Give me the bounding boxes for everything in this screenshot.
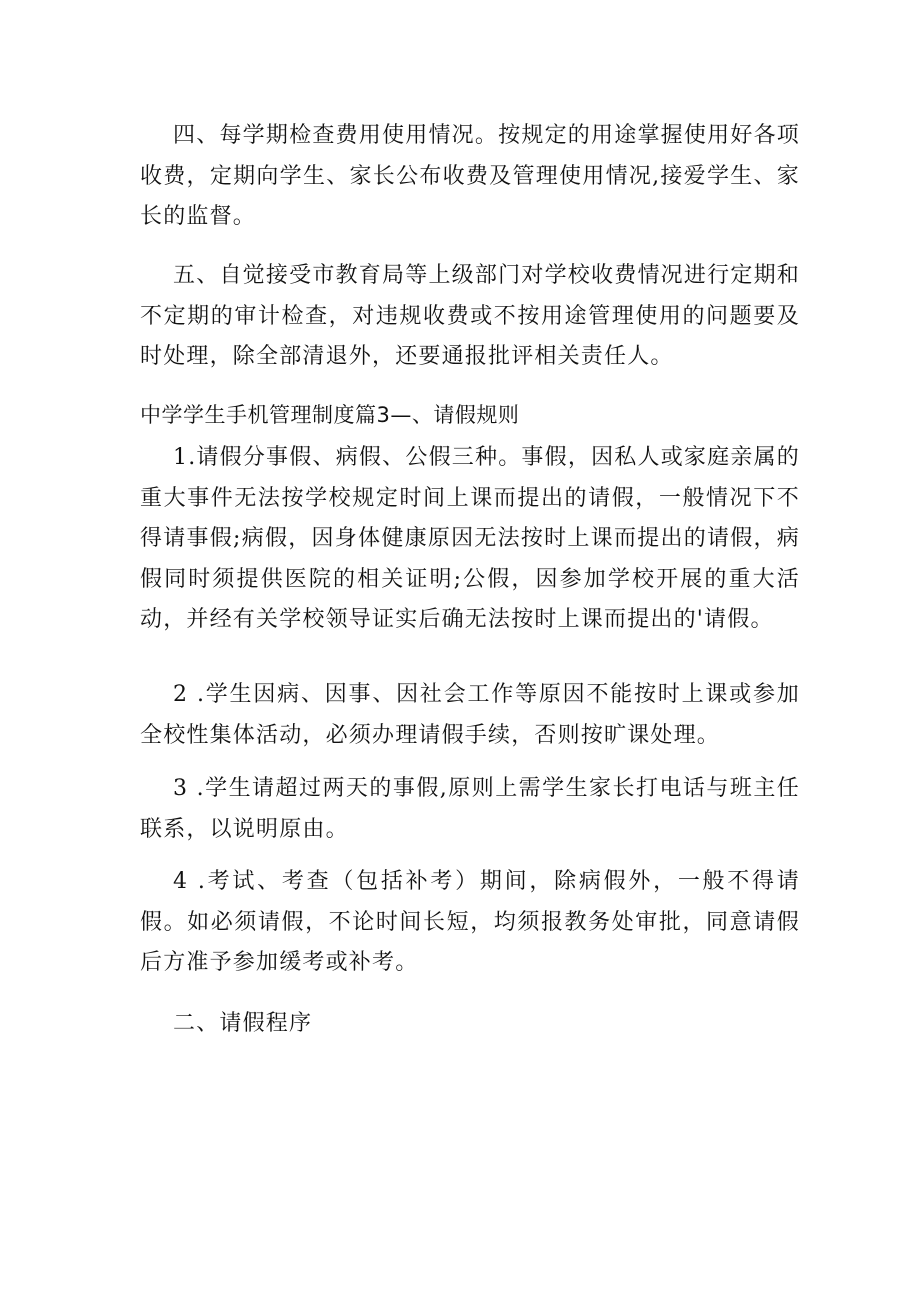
paragraph-long-leave: 3 .学生请超过两天的事假,原则上需学生家长打电话与班主任联系，以说明原由。 xyxy=(140,776,800,842)
paragraph-leave-types: 1.请假分事假、病假、公假三种。事假，因私人或家庭亲属的重大事件无法按学校规定时间上课而提出的请假，一般情况下不得请事假;病假，因身体健康原因无法按时上课而提出的请假，病假同时须提供医院的相关证明;公假，因参加学校开展的重大活动，并经有关学校领导证实后确无法按时上课而提出的'请假。 xyxy=(140,445,800,632)
section-heading-leave-rules: 中学学生手机管理制度篇3—、请假规则 xyxy=(140,403,520,427)
paragraph-exam-leave: 4 .考试、考查（包括补考）期间，除病假外，一般不得请假。如必须请假，不论时间长短，均须报教务处审批，同意请假后方准予参加缓考或补考。 xyxy=(140,869,800,975)
paragraph-leave-procedure-required: 2 .学生因病、因事、因社会工作等原因不能按时上课或参加全校性集体活动，必须办理请假手续，否则按旷课处理。 xyxy=(140,682,800,748)
paragraph-fee-inspection: 四、每学期检查费用使用情况。按规定的用途掌握使用好各项收费，定期向学生、家长公布收费及管理使用情况,接爱学生、家长的监督。 xyxy=(140,123,800,229)
paragraph-audit: 五、自觉接受市教育局等上级部门对学校收费情况进行定期和不定期的审计检查，对违规收费或不按用途管理使用的问题要及时处理，除全部清退外，还要通报批评相关责任人。 xyxy=(140,263,800,369)
section-heading-leave-procedure: 二、请假程序 xyxy=(173,1011,313,1036)
